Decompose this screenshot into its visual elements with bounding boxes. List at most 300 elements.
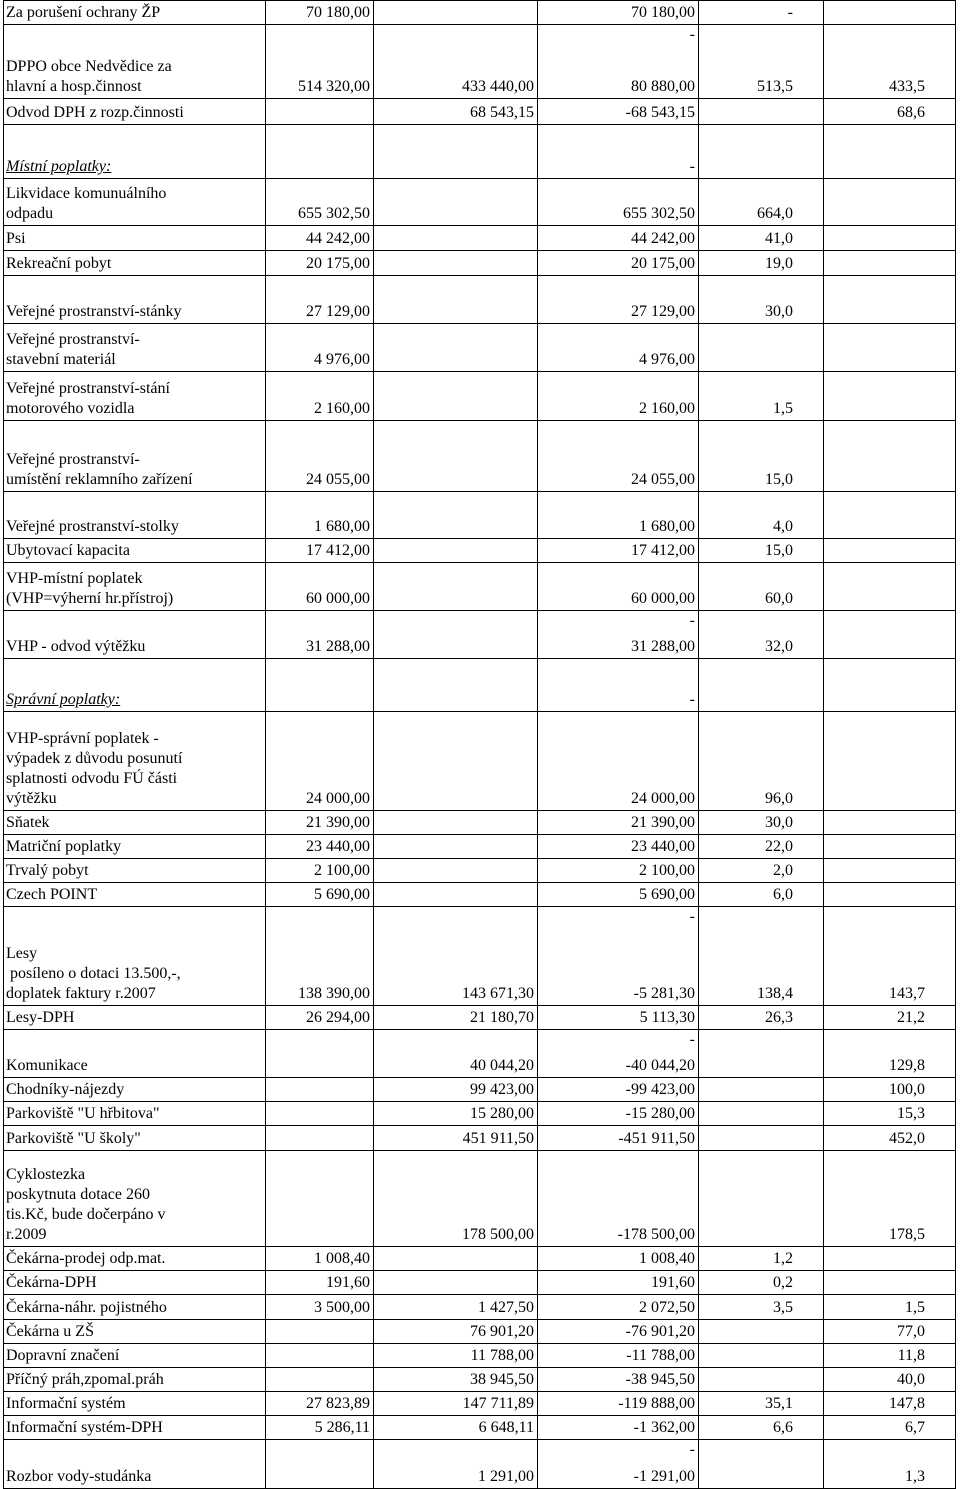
row-label-line: Rozbor vody-studánka bbox=[6, 1468, 152, 1485]
cell-c6 bbox=[824, 907, 956, 1006]
row-label bbox=[4, 1, 266, 25]
cell-c5 bbox=[699, 1416, 824, 1440]
cell-c5 bbox=[699, 492, 824, 539]
cell-value: 1,2 bbox=[773, 1250, 793, 1267]
cell-c6 bbox=[824, 563, 956, 611]
cell-value: 15 280,00 bbox=[470, 1105, 534, 1122]
cell-value: 1 008,40 bbox=[639, 1250, 695, 1267]
row-label bbox=[4, 1440, 266, 1489]
cell-value: 5 286,11 bbox=[314, 1419, 370, 1436]
cell-value: 1 008,40 bbox=[314, 1250, 370, 1267]
cell-value: 6 648,11 bbox=[478, 1419, 534, 1436]
table-row bbox=[4, 1151, 956, 1247]
cell-value: 60,0 bbox=[765, 590, 793, 607]
cell-value: -11 788,00 bbox=[626, 1347, 695, 1364]
cell-c6 bbox=[824, 883, 956, 907]
table-row bbox=[4, 1030, 956, 1078]
cell-c2 bbox=[266, 883, 374, 907]
cell-c2 bbox=[266, 1126, 374, 1151]
row-label-line: Ubytovací kapacita bbox=[6, 542, 130, 559]
cell-value: 15,0 bbox=[765, 542, 793, 559]
cell-c6 bbox=[824, 125, 956, 179]
cell-c3 bbox=[374, 99, 538, 125]
cell-c4 bbox=[538, 1, 699, 25]
table-row bbox=[4, 251, 956, 276]
row-label-line: Komunikace bbox=[6, 1057, 88, 1074]
cell-value: 4 976,00 bbox=[639, 351, 695, 368]
row-label-line: Místní poplatky: bbox=[6, 158, 112, 175]
cell-c6 bbox=[824, 1416, 956, 1440]
cell-value: 60 000,00 bbox=[306, 590, 370, 607]
cell-c2 bbox=[266, 835, 374, 859]
cell-value: 5 690,00 bbox=[314, 886, 370, 903]
cell-c3 bbox=[374, 859, 538, 883]
cell-c3 bbox=[374, 611, 538, 659]
row-label-line: výpadek z důvodu posunutí bbox=[6, 750, 183, 767]
cell-c6 bbox=[824, 1271, 956, 1295]
cell-c4 bbox=[538, 907, 699, 1006]
cell-value: 433 440,00 bbox=[462, 78, 534, 95]
cell-c4 bbox=[538, 563, 699, 611]
cell-value: -1 362,00 bbox=[633, 1419, 695, 1436]
table-row bbox=[4, 226, 956, 251]
row-label bbox=[4, 324, 266, 372]
cell-c4 bbox=[538, 539, 699, 563]
cell-value: 26,3 bbox=[765, 1009, 793, 1026]
table-row bbox=[4, 1416, 956, 1440]
dash-mark: - bbox=[689, 908, 695, 925]
cell-c3 bbox=[374, 1006, 538, 1030]
row-label-line: Chodníky-nájezdy bbox=[6, 1081, 125, 1098]
cell-value: 191,60 bbox=[326, 1274, 370, 1291]
row-label bbox=[4, 226, 266, 251]
row-label bbox=[4, 1030, 266, 1078]
cell-c4 bbox=[538, 1295, 699, 1320]
row-label-line: Parkoviště "U hřbitova" bbox=[6, 1105, 160, 1122]
table-row bbox=[4, 1344, 956, 1368]
cell-value: 138 390,00 bbox=[298, 985, 370, 1002]
cell-c5 bbox=[699, 125, 824, 179]
cell-c6 bbox=[824, 611, 956, 659]
cell-value: 31 288,00 bbox=[306, 638, 370, 655]
cell-c4 bbox=[538, 372, 699, 421]
cell-c3 bbox=[374, 883, 538, 907]
cell-c6 bbox=[824, 372, 956, 421]
cell-value: 2 160,00 bbox=[639, 400, 695, 417]
cell-c2 bbox=[266, 1368, 374, 1392]
row-label-line: Veřejné prostranství- bbox=[6, 331, 140, 348]
cell-c3 bbox=[374, 712, 538, 811]
cell-c6 bbox=[824, 1151, 956, 1247]
row-label bbox=[4, 1392, 266, 1416]
cell-value: 664,0 bbox=[757, 205, 793, 222]
cell-c4 bbox=[538, 1368, 699, 1392]
cell-value: 15,3 bbox=[897, 1105, 925, 1122]
row-label-line: Veřejné prostranství-stánky bbox=[6, 303, 182, 320]
cell-c5 bbox=[699, 611, 824, 659]
table-row bbox=[4, 1295, 956, 1320]
cell-value: 178 500,00 bbox=[462, 1226, 534, 1243]
row-label-line: Psi bbox=[6, 230, 26, 247]
row-label-line: Veřejné prostranství-stolky bbox=[6, 518, 179, 535]
cell-value: 31 288,00 bbox=[631, 638, 695, 655]
cell-c4 bbox=[538, 25, 699, 99]
cell-c5 bbox=[699, 1126, 824, 1151]
cell-value: 513,5 bbox=[757, 78, 793, 95]
cell-c6 bbox=[824, 1440, 956, 1489]
cell-value: 11,8 bbox=[897, 1347, 925, 1364]
row-label-line: Dopravní značení bbox=[6, 1347, 120, 1364]
cell-c2 bbox=[266, 811, 374, 835]
cell-c3 bbox=[374, 835, 538, 859]
cell-c5 bbox=[699, 539, 824, 563]
row-label bbox=[4, 492, 266, 539]
cell-value: -38 945,50 bbox=[625, 1371, 695, 1388]
cell-c6 bbox=[824, 1392, 956, 1416]
cell-c5 bbox=[699, 1392, 824, 1416]
cell-value: 17 412,00 bbox=[631, 542, 695, 559]
cell-value: 1 427,50 bbox=[478, 1299, 534, 1316]
dash-mark: - bbox=[689, 26, 695, 43]
cell-value: 1 291,00 bbox=[478, 1468, 534, 1485]
row-label bbox=[4, 859, 266, 883]
cell-c6 bbox=[824, 835, 956, 859]
cell-c4 bbox=[538, 226, 699, 251]
row-label-line: r.2009 bbox=[6, 1226, 47, 1243]
cell-c2 bbox=[266, 1030, 374, 1078]
cell-c5 bbox=[699, 1320, 824, 1344]
cell-c2 bbox=[266, 611, 374, 659]
row-label bbox=[4, 563, 266, 611]
row-label bbox=[4, 1344, 266, 1368]
row-label-line: odpadu bbox=[6, 205, 54, 222]
dash-mark: - bbox=[689, 612, 695, 629]
cell-c3 bbox=[374, 226, 538, 251]
cell-c3 bbox=[374, 1344, 538, 1368]
cell-value: 23 440,00 bbox=[306, 838, 370, 855]
row-label-line: VHP - odvod výtěžku bbox=[6, 638, 146, 655]
cell-c2 bbox=[266, 25, 374, 99]
cell-c4 bbox=[538, 421, 699, 492]
cell-c6 bbox=[824, 1102, 956, 1126]
cell-c3 bbox=[374, 1, 538, 25]
row-label bbox=[4, 179, 266, 226]
row-label bbox=[4, 1078, 266, 1102]
cell-c6 bbox=[824, 179, 956, 226]
cell-c3 bbox=[374, 1295, 538, 1320]
cell-value: 3 500,00 bbox=[314, 1299, 370, 1316]
cell-c4 bbox=[538, 1344, 699, 1368]
cell-c5 bbox=[699, 251, 824, 276]
row-label-line: Za porušení ochrany ŽP bbox=[6, 4, 161, 21]
cell-c5 bbox=[699, 907, 824, 1006]
cell-c2 bbox=[266, 226, 374, 251]
dash-mark: - bbox=[689, 1031, 695, 1048]
table-row bbox=[4, 811, 956, 835]
table-row bbox=[4, 1271, 956, 1295]
cell-c3 bbox=[374, 324, 538, 372]
table-row bbox=[4, 883, 956, 907]
cell-c5 bbox=[699, 1102, 824, 1126]
cell-value: 22,0 bbox=[765, 838, 793, 855]
cell-value: 1,5 bbox=[905, 1299, 925, 1316]
cell-c5 bbox=[699, 99, 824, 125]
cell-value: 44 242,00 bbox=[631, 230, 695, 247]
cell-value: 23 440,00 bbox=[631, 838, 695, 855]
cell-c5 bbox=[699, 25, 824, 99]
cell-value: -119 888,00 bbox=[618, 1395, 695, 1412]
cell-c6 bbox=[824, 811, 956, 835]
budget-table bbox=[3, 0, 956, 1489]
cell-c4 bbox=[538, 251, 699, 276]
cell-value: 76 901,20 bbox=[470, 1323, 534, 1340]
cell-c4 bbox=[538, 125, 699, 179]
cell-value: 68 543,15 bbox=[470, 104, 534, 121]
cell-c4 bbox=[538, 179, 699, 226]
cell-value: -68 543,15 bbox=[625, 104, 695, 121]
cell-value: 138,4 bbox=[757, 985, 793, 1002]
cell-c3 bbox=[374, 659, 538, 712]
table-row bbox=[4, 659, 956, 712]
row-label-line: Cyklostezka bbox=[6, 1166, 86, 1183]
cell-c5 bbox=[699, 179, 824, 226]
cell-value: 4 976,00 bbox=[314, 351, 370, 368]
row-label bbox=[4, 1247, 266, 1271]
cell-c2 bbox=[266, 1102, 374, 1126]
cell-c6 bbox=[824, 1126, 956, 1151]
row-label bbox=[4, 25, 266, 99]
cell-value: 21 390,00 bbox=[306, 814, 370, 831]
row-label bbox=[4, 659, 266, 712]
cell-c3 bbox=[374, 1247, 538, 1271]
cell-value: 2 100,00 bbox=[314, 862, 370, 879]
cell-c4 bbox=[538, 883, 699, 907]
cell-c5 bbox=[699, 276, 824, 324]
cell-c5 bbox=[699, 712, 824, 811]
cell-c3 bbox=[374, 251, 538, 276]
cell-value: -178 500,00 bbox=[617, 1226, 695, 1243]
cell-c4 bbox=[538, 1320, 699, 1344]
cell-value: 143 671,30 bbox=[462, 985, 534, 1002]
cell-c3 bbox=[374, 539, 538, 563]
cell-value: 30,0 bbox=[765, 303, 793, 320]
cell-c2 bbox=[266, 539, 374, 563]
cell-c5 bbox=[699, 1440, 824, 1489]
cell-value: - bbox=[689, 691, 695, 708]
row-label-line: splatnosti odvodu FÚ části bbox=[6, 770, 178, 787]
cell-c6 bbox=[824, 421, 956, 492]
row-label-line: umístění reklamního zařízení bbox=[6, 471, 193, 488]
row-label-line: Parkoviště "U školy" bbox=[6, 1130, 141, 1147]
cell-c5 bbox=[699, 1295, 824, 1320]
cell-value: - bbox=[787, 4, 793, 21]
row-label bbox=[4, 1006, 266, 1030]
row-label bbox=[4, 276, 266, 324]
cell-c2 bbox=[266, 907, 374, 1006]
cell-c5 bbox=[699, 226, 824, 251]
cell-value: 129,8 bbox=[889, 1057, 925, 1074]
cell-value: 21 390,00 bbox=[631, 814, 695, 831]
budget-table-body bbox=[4, 1, 956, 1489]
cell-c2 bbox=[266, 1271, 374, 1295]
row-label-line: Čekárna u ZŠ bbox=[6, 1323, 94, 1340]
row-label-line: stavební materiál bbox=[6, 351, 116, 368]
cell-c4 bbox=[538, 1392, 699, 1416]
cell-c4 bbox=[538, 1126, 699, 1151]
cell-c6 bbox=[824, 99, 956, 125]
cell-c5 bbox=[699, 1271, 824, 1295]
cell-value: 1 680,00 bbox=[639, 518, 695, 535]
cell-c2 bbox=[266, 1247, 374, 1271]
table-row bbox=[4, 492, 956, 539]
cell-value: 77,0 bbox=[897, 1323, 925, 1340]
cell-c6 bbox=[824, 1030, 956, 1078]
cell-c5 bbox=[699, 421, 824, 492]
cell-value: 27 129,00 bbox=[306, 303, 370, 320]
cell-value: 655 302,50 bbox=[623, 205, 695, 222]
cell-value: -15 280,00 bbox=[625, 1105, 695, 1122]
cell-c2 bbox=[266, 659, 374, 712]
cell-value: -76 901,20 bbox=[625, 1323, 695, 1340]
cell-value: -451 911,50 bbox=[618, 1130, 695, 1147]
row-label-line: VHP-správní poplatek - bbox=[6, 730, 159, 747]
cell-c6 bbox=[824, 226, 956, 251]
table-row bbox=[4, 372, 956, 421]
cell-value: 68,6 bbox=[897, 104, 925, 121]
cell-value: 70 180,00 bbox=[306, 4, 370, 21]
cell-value: 452,0 bbox=[889, 1130, 925, 1147]
cell-c4 bbox=[538, 1006, 699, 1030]
cell-c5 bbox=[699, 811, 824, 835]
cell-c5 bbox=[699, 1151, 824, 1247]
cell-c4 bbox=[538, 1416, 699, 1440]
cell-value: 15,0 bbox=[765, 471, 793, 488]
cell-value: 32,0 bbox=[765, 638, 793, 655]
row-label-line: Příčný práh,zpomal.práh bbox=[6, 1371, 164, 1388]
table-row bbox=[4, 1320, 956, 1344]
cell-c6 bbox=[824, 712, 956, 811]
row-label bbox=[4, 811, 266, 835]
cell-c2 bbox=[266, 179, 374, 226]
table-row bbox=[4, 125, 956, 179]
cell-c2 bbox=[266, 1392, 374, 1416]
cell-c3 bbox=[374, 1368, 538, 1392]
cell-c5 bbox=[699, 859, 824, 883]
cell-c4 bbox=[538, 1102, 699, 1126]
row-label-line: hlavní a hosp.činnost bbox=[6, 78, 142, 95]
cell-value: 19,0 bbox=[765, 255, 793, 272]
cell-c2 bbox=[266, 859, 374, 883]
cell-value: 20 175,00 bbox=[631, 255, 695, 272]
cell-value: 38 945,50 bbox=[470, 1371, 534, 1388]
cell-value: 35,1 bbox=[765, 1395, 793, 1412]
cell-c2 bbox=[266, 372, 374, 421]
cell-value: 100,0 bbox=[889, 1081, 925, 1098]
cell-c2 bbox=[266, 125, 374, 179]
cell-c2 bbox=[266, 1295, 374, 1320]
table-row bbox=[4, 1126, 956, 1151]
cell-value: 24 055,00 bbox=[631, 471, 695, 488]
row-label bbox=[4, 1151, 266, 1247]
cell-value: 80 880,00 bbox=[631, 78, 695, 95]
row-label-line: Lesy-DPH bbox=[6, 1009, 75, 1026]
row-label-line: výtěžku bbox=[6, 790, 57, 807]
cell-c3 bbox=[374, 1271, 538, 1295]
row-label-line: Rekreační pobyt bbox=[6, 255, 112, 272]
row-label-line: Odvod DPH z rozp.činnosti bbox=[6, 104, 184, 121]
cell-c6 bbox=[824, 1295, 956, 1320]
cell-value: 96,0 bbox=[765, 790, 793, 807]
cell-value: 5 690,00 bbox=[639, 886, 695, 903]
row-label bbox=[4, 125, 266, 179]
cell-value: 17 412,00 bbox=[306, 542, 370, 559]
cell-c5 bbox=[699, 835, 824, 859]
cell-value: 1,5 bbox=[773, 400, 793, 417]
cell-c4 bbox=[538, 99, 699, 125]
cell-c3 bbox=[374, 563, 538, 611]
cell-c6 bbox=[824, 859, 956, 883]
cell-c6 bbox=[824, 25, 956, 99]
cell-c3 bbox=[374, 1320, 538, 1344]
cell-c2 bbox=[266, 492, 374, 539]
table-row bbox=[4, 421, 956, 492]
row-label-line: Čekárna-náhr. pojistného bbox=[6, 1299, 167, 1316]
table-row bbox=[4, 907, 956, 1006]
row-label-line: Čekárna-prodej odp.mat. bbox=[6, 1250, 166, 1267]
cell-value: 514 320,00 bbox=[298, 78, 370, 95]
cell-value: -40 044,20 bbox=[625, 1057, 695, 1074]
cell-c6 bbox=[824, 1320, 956, 1344]
cell-c5 bbox=[699, 1006, 824, 1030]
row-label-line: (VHP=výherní hr.přístroj) bbox=[6, 590, 174, 607]
cell-value: 3,5 bbox=[773, 1299, 793, 1316]
cell-value: 11 788,00 bbox=[470, 1347, 534, 1364]
cell-value: 6,7 bbox=[905, 1419, 925, 1436]
cell-value: 70 180,00 bbox=[631, 4, 695, 21]
cell-c4 bbox=[538, 1078, 699, 1102]
row-label-line: tis.Kč, bude dočerpáno v bbox=[6, 1206, 166, 1223]
cell-value: 44 242,00 bbox=[306, 230, 370, 247]
cell-c3 bbox=[374, 1030, 538, 1078]
cell-c6 bbox=[824, 1247, 956, 1271]
row-label bbox=[4, 539, 266, 563]
row-label-line: doplatek faktury r.2007 bbox=[6, 985, 156, 1002]
row-label-line: Likvidace komunuálního bbox=[6, 185, 167, 202]
row-label-line: Informační systém-DPH bbox=[6, 1419, 163, 1436]
cell-c3 bbox=[374, 1078, 538, 1102]
table-row bbox=[4, 1078, 956, 1102]
row-label-line: Lesy bbox=[6, 945, 38, 962]
row-label bbox=[4, 1368, 266, 1392]
cell-c4 bbox=[538, 276, 699, 324]
cell-c2 bbox=[266, 324, 374, 372]
cell-c2 bbox=[266, 1440, 374, 1489]
cell-c6 bbox=[824, 539, 956, 563]
table-row bbox=[4, 712, 956, 811]
table-row bbox=[4, 179, 956, 226]
row-label-line: Sňatek bbox=[6, 814, 50, 831]
cell-c4 bbox=[538, 712, 699, 811]
cell-value: 1 680,00 bbox=[314, 518, 370, 535]
cell-c2 bbox=[266, 1006, 374, 1030]
row-label-line: VHP-místní poplatek bbox=[6, 570, 143, 587]
row-label-line: Správní poplatky: bbox=[6, 691, 121, 708]
cell-c5 bbox=[699, 563, 824, 611]
cell-value: 40 044,20 bbox=[470, 1057, 534, 1074]
cell-value: 40,0 bbox=[897, 1371, 925, 1388]
cell-c3 bbox=[374, 907, 538, 1006]
cell-c5 bbox=[699, 1368, 824, 1392]
